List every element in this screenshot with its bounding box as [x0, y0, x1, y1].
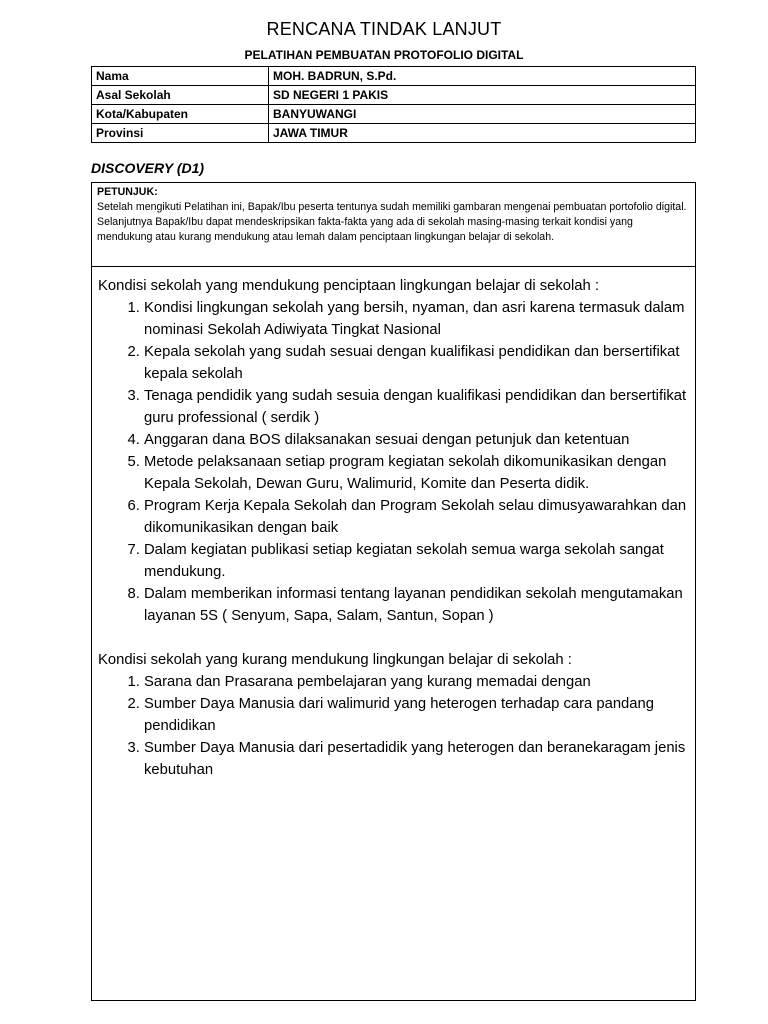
list-item: 1. Sarana dan Prasarana pembelajaran yang kurang memadai dengan: [144, 671, 691, 693]
document-subtitle: PELATIHAN PEMBUATAN PROTOFOLIO DIGITAL: [244, 48, 524, 62]
list-item: 7. Dalam kegiatan publikasi setiap kegiatan sekolah semua warga sekolah sangat mendukung.: [144, 539, 691, 583]
identity-value: SD NEGERI 1 PAKIS: [269, 86, 696, 105]
lacking-list: [98, 671, 691, 781]
instructions-panel: [92, 183, 695, 267]
paragraph-gap: [98, 627, 691, 649]
list-item: 2. Kepala sekolah yang sudah sesuai dengan kualifikasi pendidikan dan bersertifikat kepala sekolah: [144, 341, 691, 385]
section-heading: DISCOVERY (D1): [91, 160, 205, 176]
list-item: 4. Anggaran dana BOS dilaksanakan sesuai dengan petunjuk dan ketentuan: [144, 429, 691, 451]
list-item: 8. Dalam memberikan informasi tentang layanan pendidikan sekolah mengutamakan layanan 5S ( Senyum, Sapa, Salam, Santun, Sopan ): [144, 583, 691, 627]
identity-table: [91, 66, 696, 143]
supporting-list: [98, 297, 691, 627]
document-title: RENCANA TINDAK LANJUT: [266, 19, 502, 39]
identity-value: MOH. BADRUN, S.Pd.: [269, 67, 696, 86]
identity-label: Asal Sekolah: [92, 86, 269, 105]
identity-label: Kota/Kabupaten: [92, 105, 269, 124]
answer-area: [92, 267, 695, 781]
instructions-text: Setelah mengikuti Pelatihan ini, Bapak/Ibu peserta tentunya sudah memiliki gambaran mengenai pembuatan portofolio digital. Selanjutnya Bapak/Ibu dapat mendeskripsikan fakta-fakta yang ada di sekolah masing-masing terkait kondisi yang mendukung atau kurang mendukung atau lemah dalam penciptaan lingkungan belajar di sekolah.: [97, 201, 687, 243]
supporting-intro: Kondisi sekolah yang mendukung penciptaan lingkungan belajar di sekolah :: [98, 278, 599, 294]
list-item: 3. Sumber Daya Manusia dari pesertadidik yang heterogen dan beranekaragam jenis kebutuhan: [144, 737, 691, 781]
discovery-box: [91, 182, 696, 1001]
lacking-intro: Kondisi sekolah yang kurang mendukung lingkungan belajar di sekolah :: [98, 652, 572, 668]
identity-row: [92, 124, 696, 143]
instructions-label: PETUNJUK:: [97, 186, 158, 198]
identity-label: Nama: [92, 67, 269, 86]
list-item: 5. Metode pelaksanaan setiap program kegiatan sekolah dikomunikasikan dengan Kepala Sekolah, Dewan Guru, Walimurid, Komite dan Peserta didik.: [144, 451, 691, 495]
identity-value: JAWA TIMUR: [269, 124, 696, 143]
identity-row: [92, 67, 696, 86]
identity-label: Provinsi: [92, 124, 269, 143]
list-item: 2. Sumber Daya Manusia dari walimurid yang heterogen terhadap cara pandang pendidikan: [144, 693, 691, 737]
identity-value: BANYUWANGI: [269, 105, 696, 124]
list-item: 1. Kondisi lingkungan sekolah yang bersih, nyaman, dan asri karena termasuk dalam nominasi Sekolah Adiwiyata Tingkat Nasional: [144, 297, 691, 341]
identity-row: [92, 105, 696, 124]
list-item: 6. Program Kerja Kepala Sekolah dan Program Sekolah selau dimusyawarahkan dan dikomunikasikan dengan baik: [144, 495, 691, 539]
identity-row: [92, 86, 696, 105]
list-item: 3. Tenaga pendidik yang sudah sesuia dengan kualifikasi pendidikan dan bersertifikat guru professional ( serdik ): [144, 385, 691, 429]
